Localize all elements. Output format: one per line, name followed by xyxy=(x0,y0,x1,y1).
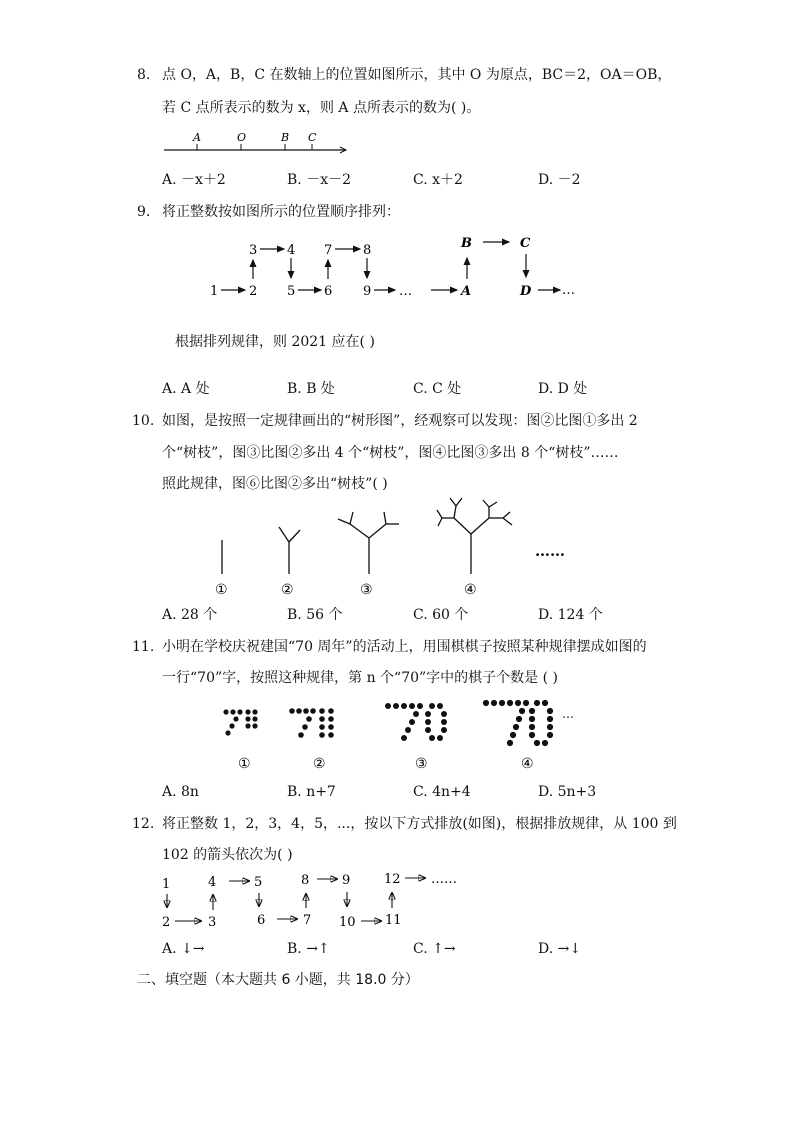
arr-num-1: 1 xyxy=(162,877,171,892)
tree-label-3: ③ xyxy=(360,582,373,598)
q11-go-stones-figure xyxy=(210,694,590,774)
seq-letter-d: D xyxy=(520,284,532,299)
tree-label-1: ① xyxy=(215,582,228,598)
q8-text-line1: 点 O，A，B，C 在数轴上的位置如图所示，其中 O 为原点，BC＝2，OA＝OB， xyxy=(162,67,672,83)
seq-num-2: 2 xyxy=(249,284,258,299)
q11-option-a: A. 8n xyxy=(162,784,199,800)
q11-text-line1: 小明在学校庆祝建国“70 周年”的活动上，用围棋棋子按照某种规律摆成如图的 xyxy=(162,639,647,655)
q10-text-line2: 个“树枝”，图③比图②多出 4 个“树枝”，图④比图③多出 8 个“树枝”…… xyxy=(162,445,619,461)
tree-label-2: ② xyxy=(281,582,294,598)
q10-option-c: C. 60 个 xyxy=(413,607,469,623)
q11-text-line2: 一行“70”字，按照这种规律，第 n 个“70”字中的棋子个数是 ( ) xyxy=(162,670,558,686)
seq-num-4: 4 xyxy=(287,243,296,258)
seq-num-9: 9 xyxy=(363,284,372,299)
q9-option-a: A. A 处 xyxy=(162,381,210,397)
stones-fig-4 xyxy=(483,700,553,746)
seq-num-7: 7 xyxy=(324,243,333,258)
arr-num-9: 9 xyxy=(342,873,351,888)
arr-num-6: 6 xyxy=(257,913,266,928)
arr-num-2: 2 xyxy=(162,915,171,930)
q10-text-line3: 照此规律，图⑥比图②多出“树枝”( ) xyxy=(162,476,388,492)
q10-number: 10. xyxy=(132,413,155,429)
q12-option-c: C. ↑→ xyxy=(413,941,456,957)
stones-label-3: ③ xyxy=(415,756,428,772)
q9-text-line2: 根据排列规律，则 2021 应在( ) xyxy=(175,334,375,350)
arr-num-12: 12 xyxy=(384,872,401,887)
q9-number: 9. xyxy=(137,204,151,220)
seq-num-5: 5 xyxy=(287,284,296,299)
seq-ellipsis: … xyxy=(399,284,412,299)
tree-ellipsis: …… xyxy=(535,542,565,560)
section2-title: 二、填空题（本大题共 6 小题，共 18.0 分） xyxy=(137,972,419,988)
seq-letter-ellipsis: … xyxy=(562,283,575,298)
tree-label-4: ④ xyxy=(464,582,477,598)
q10-text-line1: 如图，是按照一定规律画出的“树形图”，经观察可以发现：图②比图①多出 2 xyxy=(162,413,638,429)
q10-tree-figure xyxy=(200,494,590,600)
q9-sequence-figure xyxy=(205,230,585,302)
axis-label-a: A xyxy=(193,131,201,144)
q8-number: 8. xyxy=(137,67,151,83)
q9-option-d: D. D 处 xyxy=(538,381,588,397)
q8-number-line-figure xyxy=(160,128,350,158)
stones-label-4: ④ xyxy=(521,756,534,772)
q11-option-b: B. n+7 xyxy=(287,784,336,800)
q12-text-line2: 102 的箭头依次为( ) xyxy=(162,847,293,863)
stones-fig-3 xyxy=(385,703,447,741)
arr-num-10: 10 xyxy=(339,915,356,930)
arr-num-4: 4 xyxy=(208,875,217,890)
q9-option-b: B. B 处 xyxy=(287,381,335,397)
q12-option-b: B. →↑ xyxy=(287,941,330,957)
arr-num-8: 8 xyxy=(301,873,310,888)
q8-option-a: A. －x＋2 xyxy=(162,172,226,188)
seq-num-6: 6 xyxy=(324,284,333,299)
axis-label-o: O xyxy=(237,131,247,144)
axis-label-c: C xyxy=(308,131,317,144)
q12-option-d: D. →↓ xyxy=(538,941,582,957)
seq-num-3: 3 xyxy=(249,243,258,258)
stones-fig-2 xyxy=(289,708,334,738)
q12-arrangement-figure xyxy=(155,866,495,932)
axis-label-b: B xyxy=(281,131,290,144)
stones-label-1: ① xyxy=(238,756,251,772)
seq-letter-c: C xyxy=(520,236,531,251)
arr-num-7: 7 xyxy=(303,913,312,928)
arr-num-11: 11 xyxy=(385,913,402,928)
tree-2 xyxy=(279,527,300,574)
tree-4 xyxy=(437,498,512,574)
stones-fig-1 xyxy=(223,709,257,735)
q8-option-c: C. x＋2 xyxy=(413,172,463,188)
seq-letter-b: B xyxy=(461,236,472,251)
q12-number: 12. xyxy=(132,816,155,832)
q11-number: 11. xyxy=(132,639,155,655)
stones-label-2: ② xyxy=(313,756,326,772)
q12-option-a: A. ↓→ xyxy=(162,941,205,957)
seq-letter-a: A xyxy=(461,284,472,299)
arr-num-5: 5 xyxy=(254,875,263,890)
q10-option-d: D. 124 个 xyxy=(538,607,603,623)
q9-option-c: C. C 处 xyxy=(413,381,462,397)
q11-option-d: D. 5n+3 xyxy=(538,784,597,800)
q8-option-d: D. －2 xyxy=(538,172,581,188)
q8-option-b: B. －x－2 xyxy=(287,172,351,188)
q9-text-line1: 将正整数按如图所示的位置顺序排列： xyxy=(162,204,400,220)
arr-ellipsis: …… xyxy=(431,872,457,887)
q10-option-a: A. 28 个 xyxy=(162,607,218,623)
q8-text-line2: 若 C 点所表示的数为 x，则 A 点所表示的数为( )。 xyxy=(162,100,481,116)
seq-num-8: 8 xyxy=(363,243,372,258)
stones-ellipsis: … xyxy=(562,707,574,721)
q12-text-line1: 将正整数 1，2，3，4，5，...，按以下方式排放(如图)，根据排放规律，从 100 到 xyxy=(162,816,677,832)
q11-option-c: C. 4n+4 xyxy=(413,784,471,800)
q10-option-b: B. 56 个 xyxy=(287,607,343,623)
seq-num-1: 1 xyxy=(210,284,219,299)
tree-3 xyxy=(338,512,399,574)
arr-num-3: 3 xyxy=(208,915,217,930)
